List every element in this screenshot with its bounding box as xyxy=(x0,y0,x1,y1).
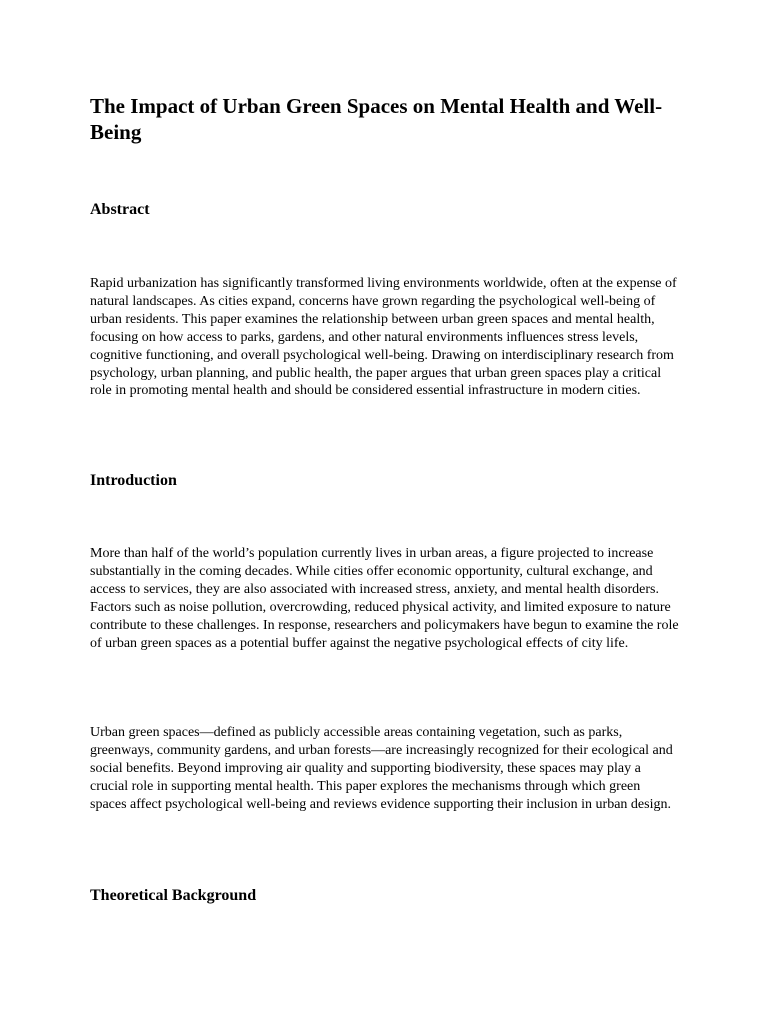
abstract-heading: Abstract xyxy=(90,201,150,218)
introduction-heading: Introduction xyxy=(90,472,177,489)
introduction-paragraph-2: Urban green spaces—defined as publicly accessible areas containing vegetation, such as parks, greenways, community gardens, and urban forests—are increasingly recognized for their ecological and social benefits. Beyond improving air quality and supporting biodiversity, these spaces may play a crucial role in supporting mental health. This paper explores the mechanisms through which green spaces affect psychological well-being and reviews evidence supporting their inclusion in urban design. xyxy=(90,725,673,812)
document-title: The Impact of Urban Green Spaces on Mental Health and Well-Being xyxy=(90,94,663,144)
theoretical-background-heading: Theoretical Background xyxy=(90,887,257,904)
introduction-paragraph-1: More than half of the world’s population currently lives in urban areas, a figure projected to increase substantially in the coming decades. While cities offer economic opportunity, cultural exchange, and access to services, they are also associated with increased stress, anxiety, and mental health disorders. Factors such as noise pollution, overcrowding, reduced physical activity, and limited exposure to nature contribute to these challenges. In response, researchers and policymakers have begun to examine the role of urban green spaces as a potential buffer against the negative psychological effects of city life. xyxy=(90,546,679,651)
abstract-paragraph: Rapid urbanization has significantly transformed living environments worldwide, often at the expense of natural landscapes. As cities expand, concerns have grown regarding the psychological well-being of urban residents. This paper examines the relationship between urban green spaces and mental health, focusing on how access to parks, gardens, and other natural environments influences stress levels, cognitive functioning, and overall psychological well-being. Drawing on interdisciplinary research from psychology, urban planning, and public health, the paper argues that urban green spaces play a critical role in promoting mental health and should be considered essential infrastructure in modern cities. xyxy=(90,276,677,399)
